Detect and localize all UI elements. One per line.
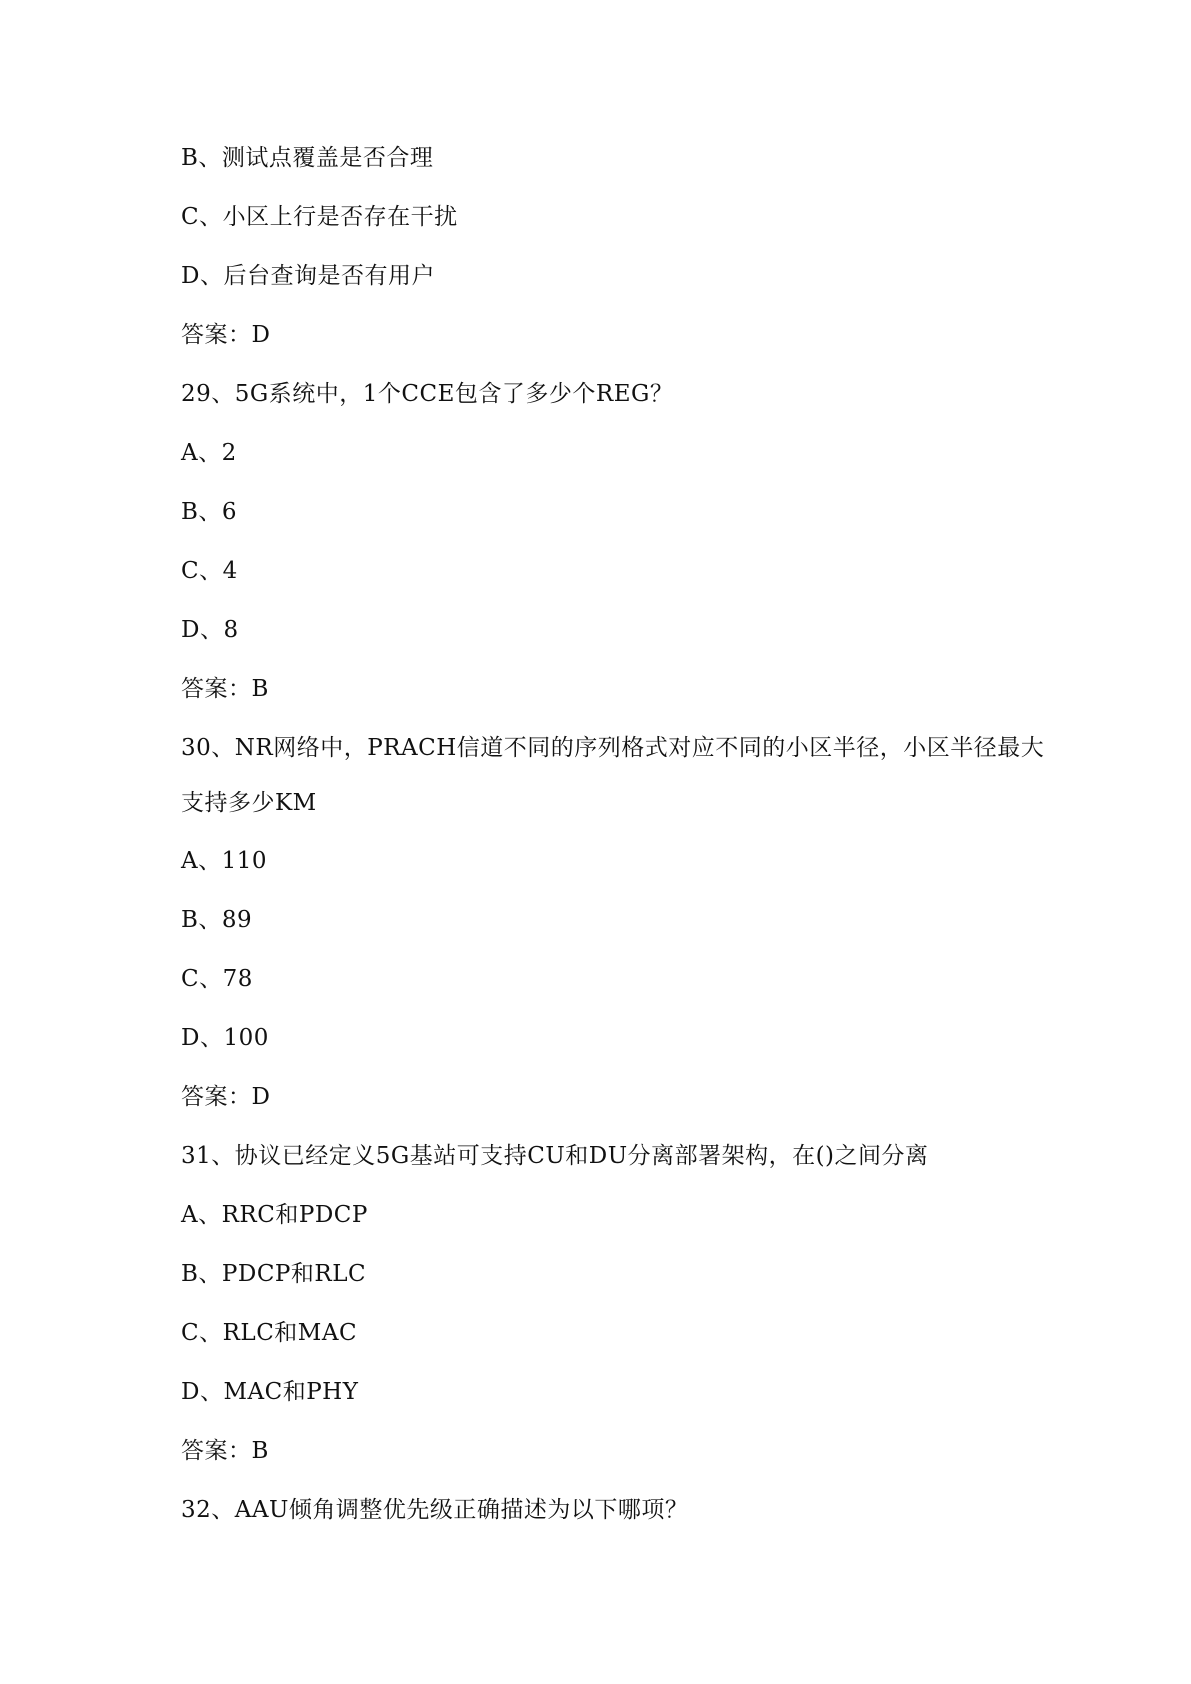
answer-q29: 答案：B <box>181 676 269 702</box>
question-30-continued: 支持多少KM <box>181 790 317 816</box>
option-b-q28: B、测试点覆盖是否合理 <box>181 145 434 171</box>
option-d-q28: D、后台查询是否有用户 <box>181 263 435 289</box>
question-31: 31、协议已经定义5G基站可支持CU和DU分离部署架构，在()之间分离 <box>181 1143 929 1169</box>
answer-q30: 答案：D <box>181 1084 271 1110</box>
option-b-q30: B、89 <box>181 907 253 933</box>
answer-q31: 答案：B <box>181 1438 269 1464</box>
answer-q28: 答案：D <box>181 322 271 348</box>
option-c-q31: C、RLC和MAC <box>181 1320 358 1346</box>
question-30: 30、NR网络中，PRACH信道不同的序列格式对应不同的小区半径，小区半径最大 <box>181 735 1045 761</box>
option-c-q29: C、4 <box>181 558 238 584</box>
option-d-q31: D、MAC和PHY <box>181 1379 359 1405</box>
option-c-q28: C、小区上行是否存在干扰 <box>181 204 458 230</box>
option-c-q30: C、78 <box>181 966 253 992</box>
option-d-q30: D、100 <box>181 1025 269 1051</box>
option-b-q31: B、PDCP和RLC <box>181 1261 367 1287</box>
question-32: 32、AAU倾角调整优先级正确描述为以下哪项？ <box>181 1497 689 1523</box>
option-d-q29: D、8 <box>181 617 239 643</box>
option-b-q29: B、6 <box>181 499 238 525</box>
option-a-q29: A、2 <box>181 440 237 466</box>
question-29: 29、5G系统中，1个CCE包含了多少个REG？ <box>181 381 674 407</box>
option-a-q30: A、110 <box>181 848 268 874</box>
option-a-q31: A、RRC和PDCP <box>181 1202 368 1228</box>
